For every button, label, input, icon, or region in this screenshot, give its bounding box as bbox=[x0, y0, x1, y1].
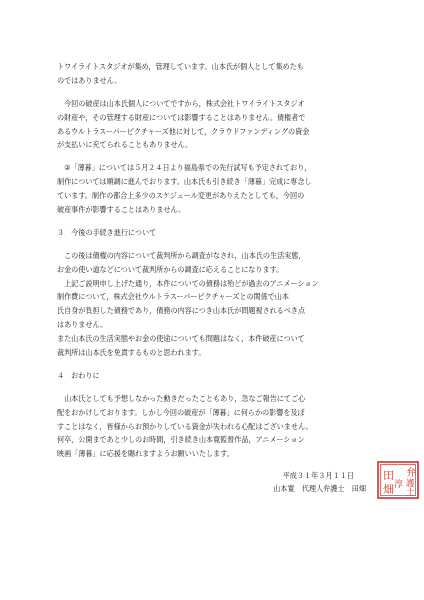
paragraph-gap bbox=[57, 240, 373, 249]
svg-text:畑: 畑 bbox=[383, 483, 394, 496]
text-line: 制作については順調に進んでおります。山本氏も引き続き「薄暮」完成に専念し bbox=[57, 177, 312, 187]
paragraph-gap bbox=[57, 360, 373, 369]
text-line: 映画「薄暮」に応援を賜れますようお願いいたします。 bbox=[57, 449, 234, 459]
text-line: ②「薄暮」については５月２４日より福島県での先行試写も予定されており， bbox=[57, 163, 312, 173]
text-line: 制作費について，株式会社ウルトラスーパーピクチャーズとの関係で山本 bbox=[57, 292, 289, 302]
paragraph-gap bbox=[57, 383, 373, 392]
text-line: のではありません。 bbox=[57, 75, 122, 85]
text-line: トワイライトスタジオが集め，管理しています。山本氏が個人として集めたも bbox=[57, 62, 304, 71]
svg-text:淳: 淳 bbox=[394, 480, 404, 490]
document-date: 平成３１年３月１１日 bbox=[282, 471, 354, 480]
text-line: この後は債権の内容について裁判所から調査がなされ，山本氏の生活実態， bbox=[57, 250, 306, 260]
text-line: 何卒，公開まであと少しのお時間，引き続き山本寛監督作品，アニメーション bbox=[57, 435, 305, 445]
text-line: ています。制作の都合上多少のスケジュール変更がありえたとしても，今回の bbox=[57, 191, 305, 201]
signature-line: 山本寛 代理人弁護士 田畑 bbox=[273, 484, 374, 493]
text-line: の財産や，その管理する財産については影響することはありません。債権者で bbox=[57, 112, 306, 122]
text-line: ４ おわりに bbox=[57, 370, 100, 380]
text-line: 配をおかけしております。しかし今回の破産が「薄暮」に何らかの影響を及ぼ bbox=[57, 407, 305, 417]
text-line: 裁判所は山本氏を免責するものと思われます。 bbox=[57, 348, 206, 358]
text-line: が支払いに充てられることもありません。 bbox=[57, 140, 193, 150]
text-line: ３ 今後の手続き進行について bbox=[57, 227, 157, 237]
svg-text:弁: 弁 bbox=[406, 468, 416, 479]
svg-text:護: 護 bbox=[406, 479, 415, 489]
svg-text:田: 田 bbox=[383, 469, 394, 482]
paragraph-gap bbox=[57, 217, 373, 226]
text-line: あるウルトラスーパーピクチャーズ他に対して，クラウドファンディングの資金 bbox=[57, 126, 310, 136]
text-line: すことはなく，皆様からお預かりしている資金が失われる心配はございません。 bbox=[57, 421, 313, 431]
text-line: また山本氏の生活実態やお金の使途についても問題はなく，本件破産について bbox=[57, 334, 305, 344]
paragraph-gap bbox=[57, 88, 373, 97]
text-line: はありません。 bbox=[57, 320, 108, 330]
text-line: 上記ご説明申し上げた通り，本件についての債務は殆どが過去のアニメーション bbox=[57, 278, 319, 288]
text-line: 氏自身が負担した債務であり，債務の内容につき山本氏が問題視されるべき点 bbox=[57, 306, 306, 316]
text-line: 今回の破産は山本氏個人についてですから，株式会社トワイライトスタジオ bbox=[57, 98, 305, 108]
svg-text:士: 士 bbox=[406, 488, 415, 498]
text-line: 山本氏としても予想しなかった動きだったこともあり，急なご報告にてご心 bbox=[57, 393, 306, 403]
paragraph-gap bbox=[57, 152, 373, 161]
document-body bbox=[57, 60, 373, 461]
text-line: 破産事件が影響することはありません。 bbox=[57, 205, 186, 215]
lawyer-seal-icon bbox=[377, 461, 423, 499]
text-line: お金の使い道などについて裁判所からの調査に応えることになります。 bbox=[57, 264, 284, 274]
